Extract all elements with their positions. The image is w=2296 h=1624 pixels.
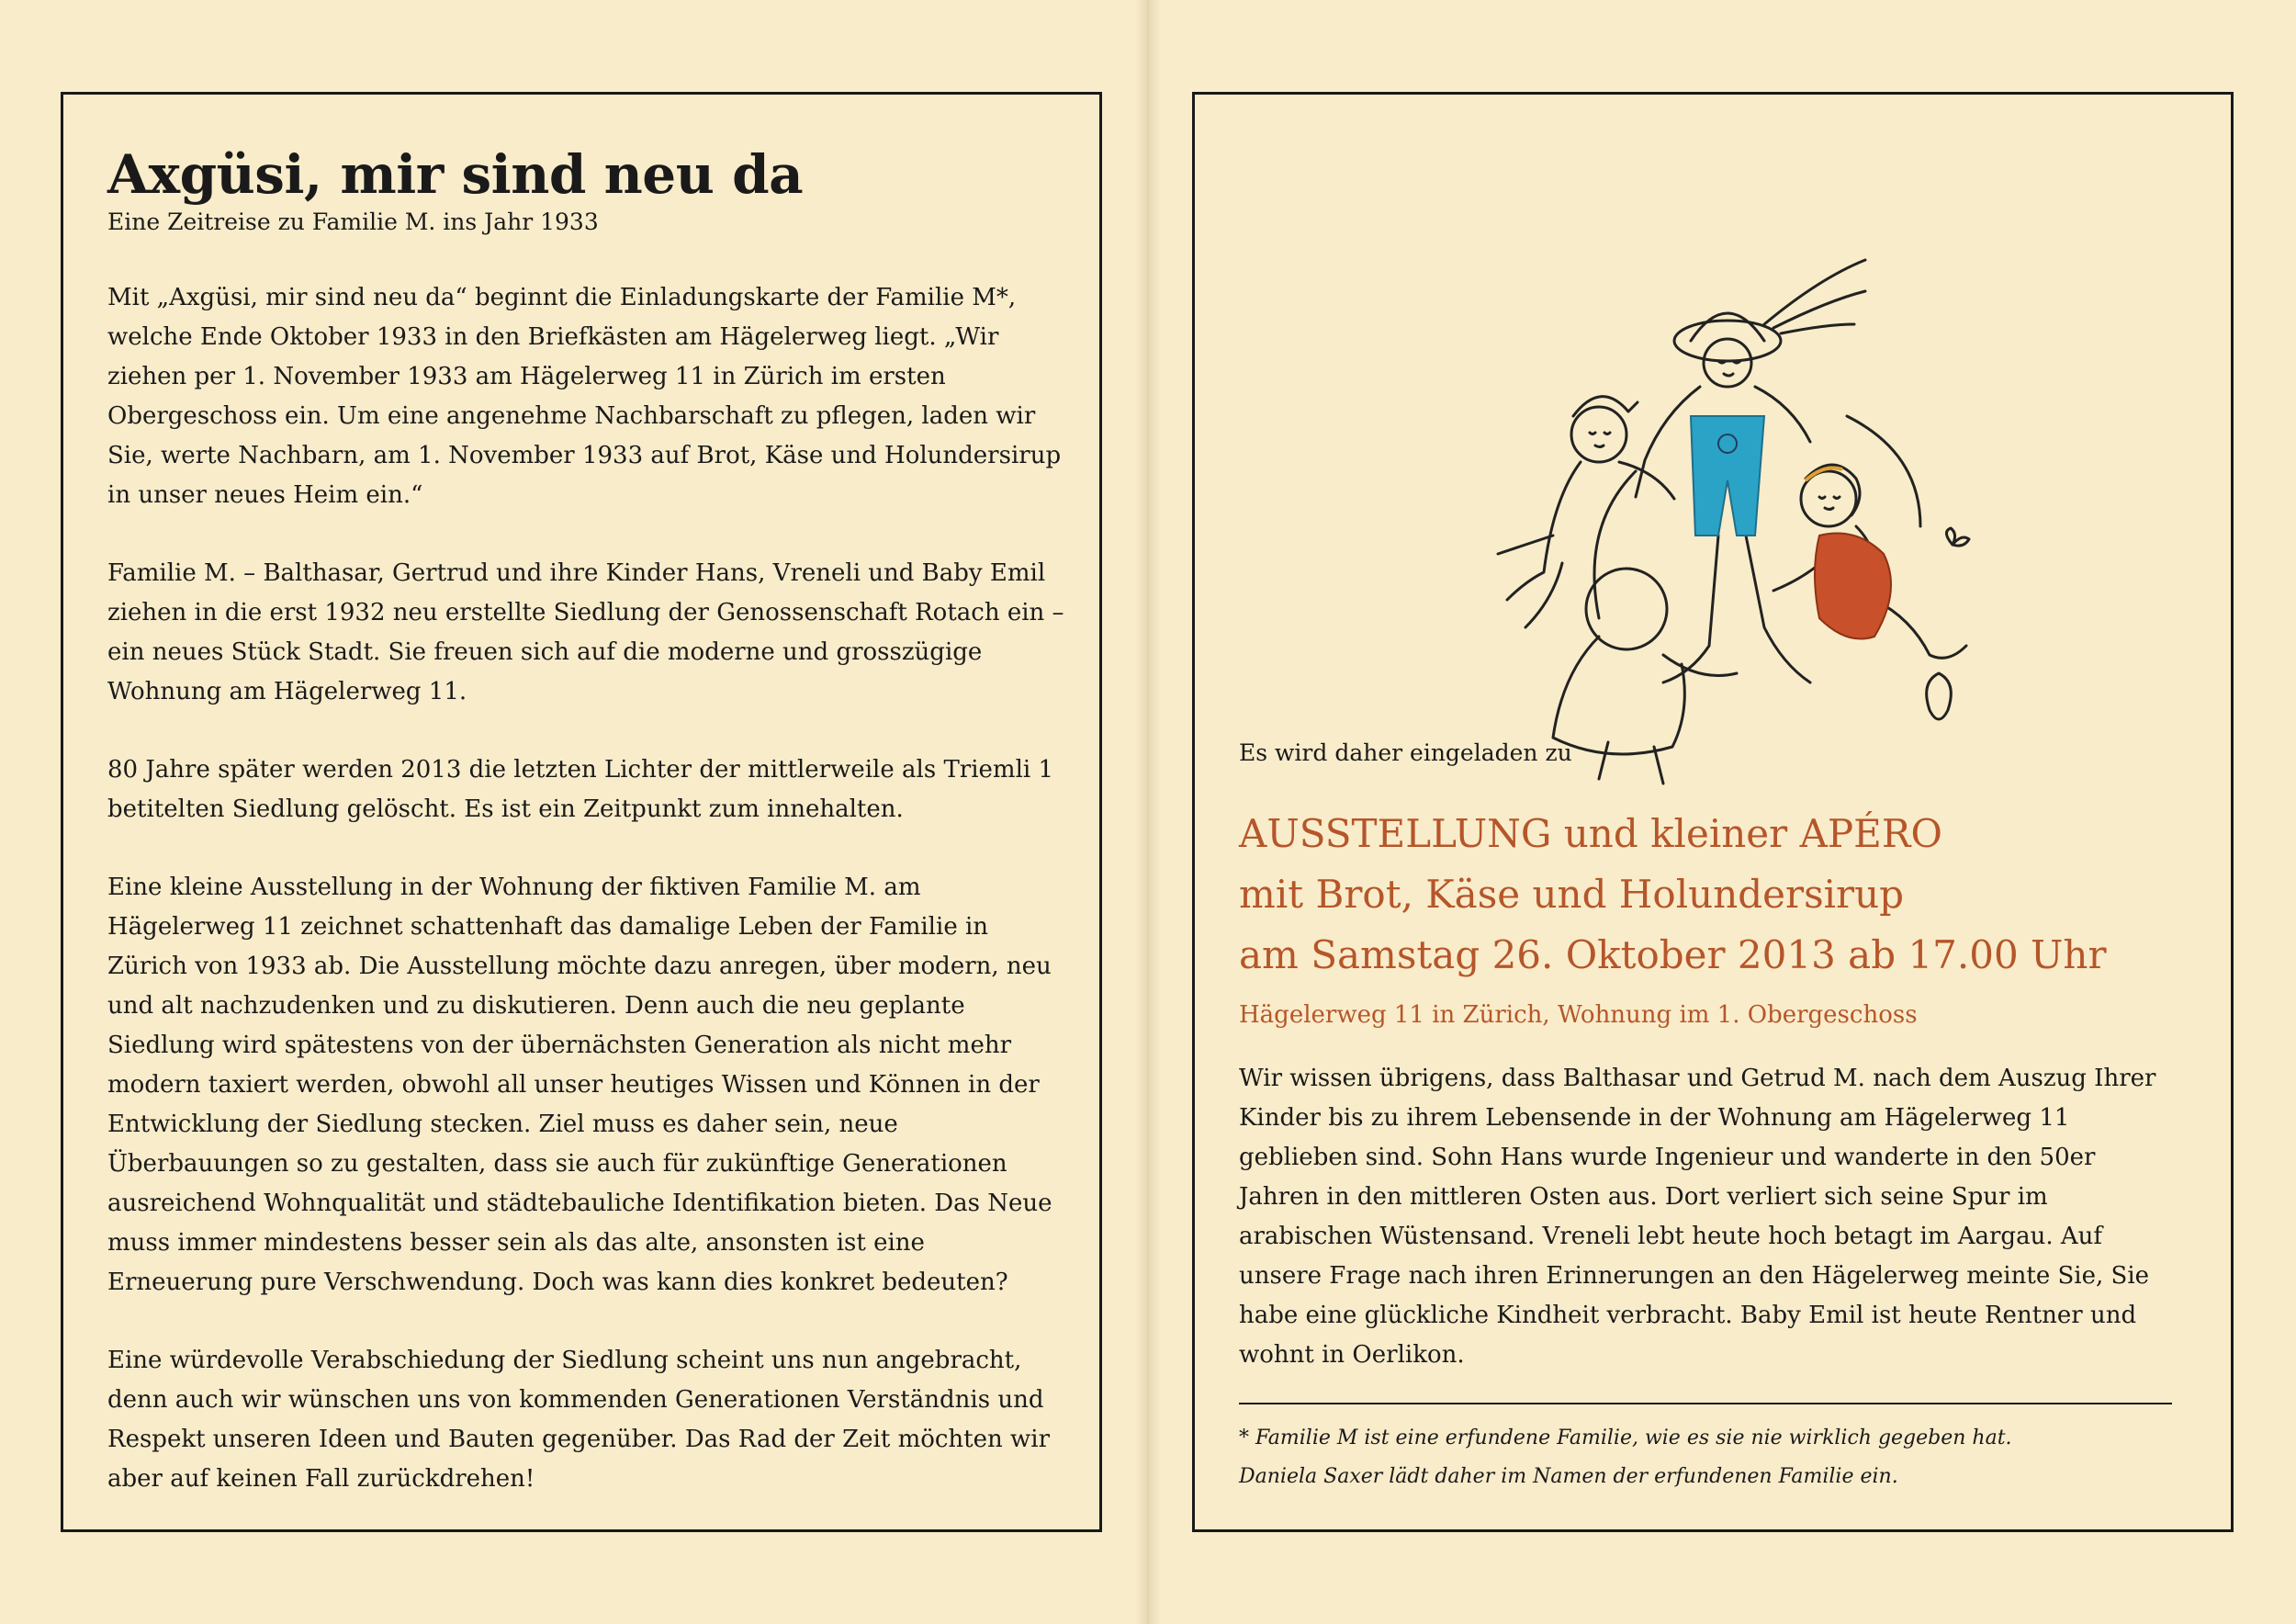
right-page-content [1239, 738, 2176, 1496]
footnote-divider [1239, 1403, 2172, 1404]
footnote-fictional-family: * Familie M ist eine erfundene Familie, wie es sie nie wirklich gegeben hat. [1239, 1427, 2012, 1449]
page-title: Axgüsi, mir sind neu da [107, 143, 804, 206]
event-food-line: mit Brot, Käse und Holundersirup [1239, 872, 1905, 917]
left-page-content [107, 142, 1072, 1538]
paragraph-invitation: Mit „Axgüsi, mir sind neu da“ beginnt die Einladungskarte der Familie M*, welche Ende Oktober 1933 in den Briefkästen am Hägelerweg liegt. „Wir ziehen per 1. November 1933 am Hägelerweg 11 in Zürich im ersten Obergeschoss ein. Um eine angenehme Nachbarschaft zu pflegen, laden wir Sie, werte Nachbarn, am 1. November 1933 auf Brot, Käse und Holundersirup in unser neues Heim ein.“ [107, 284, 1062, 509]
left-page-frame [61, 92, 1102, 1532]
page-fold [1135, 0, 1161, 1624]
footnote-host: Daniela Saxer lädt daher im Namen der erfundenen Familie ein. [1239, 1465, 1898, 1488]
invite-lead: Es wird daher eingeladen zu [1239, 739, 1572, 766]
paragraph-eighty-years: 80 Jahre später werden 2013 die letzten Lichter der mittlerweile als Triemli 1 betitelten Siedlung gelöscht. Es ist ein Zeitpunkt zum innehalten. [107, 756, 1054, 823]
event-address: Hägelerweg 11 in Zürich, Wohnung im 1. Obergeschoss [1239, 1001, 1918, 1029]
page-subtitle: Eine Zeitreise zu Familie M. ins Jahr 1933 [107, 209, 599, 235]
paragraph-exhibition: Eine kleine Ausstellung in der Wohnung der fiktiven Familie M. am Hägelerweg 11 zeichnet schattenhaft das damalige Leben der Familie in Zürich von 1933 ab. Die Ausstellung möchte dazu anregen, über modern, neu und alt nachzudenken und zu diskutieren. Denn auch die neu geplante Siedlung wird spätestens von der übernächsten Generation als nicht mehr modern taxiert werden, obwohl all unser heutiges Wissen und Können in der Entwicklung der Siedlung stecken. Ziel muss es daher sein, neue Überbauungen so zu gestalten, dass sie auch für zukünftige Generationen ausreichend Wohnqualität und städtebauliche Identifikation bieten. Das Neue muss immer mindestens besser sein als das alte, ansonsten ist eine Erneuerung pure Verschwendung. Doch was kann dies konkret bedeuten? [107, 874, 1052, 1296]
event-date-line: am Samstag 26. Oktober 2013 ab 17.00 Uhr [1239, 932, 2107, 977]
paragraph-family: Familie M. – Balthasar, Gertrud und ihre Kinder Hans, Vreneli und Baby Emil ziehen in die erst 1932 neu erstellte Siedlung der Genossenschaft Rotach ein – ein neues Stück Stadt. Sie freuen sich auf die moderne und grosszügige Wohnung am Hägelerweg 11. [107, 559, 1064, 705]
event-title-line: AUSSTELLUNG und kleiner APÉRO [1239, 811, 1942, 856]
epilogue-paragraph: Wir wissen übrigens, dass Balthasar und Getrud M. nach dem Auszug Ihrer Kinder bis zu ihrem Lebensende in der Wohnung am Hägelerweg 11 geblieben sind. Sohn Hans wurde Ingenieur und wanderte in den 50er Jahren in den mittleren Osten aus. Dort verliert sich seine Spur im arabischen Wüstensand. Vreneli lebt heute hoch betagt im Aargau. Auf unsere Frage nach ihren Erinnerungen an den Hägelerweg meinte Sie, Sie habe eine glückliche Kindheit verbracht. Baby Emil ist heute Rentner und wohnt in Oerlikon. [1239, 1065, 2156, 1369]
paragraph-farewell: Eine würdevolle Verabschiedung der Siedlung scheint uns nun angebracht, denn auch wir wünschen uns von kommenden Generationen Verständnis und Respekt unseren Ideen und Bauten gegenüber. Das Rad der Zeit möchten wir aber auf keinen Fall zurückdrehen! [107, 1347, 1051, 1493]
right-page-frame [1192, 92, 2234, 1532]
children-dancing-illustration [1415, 232, 2003, 802]
